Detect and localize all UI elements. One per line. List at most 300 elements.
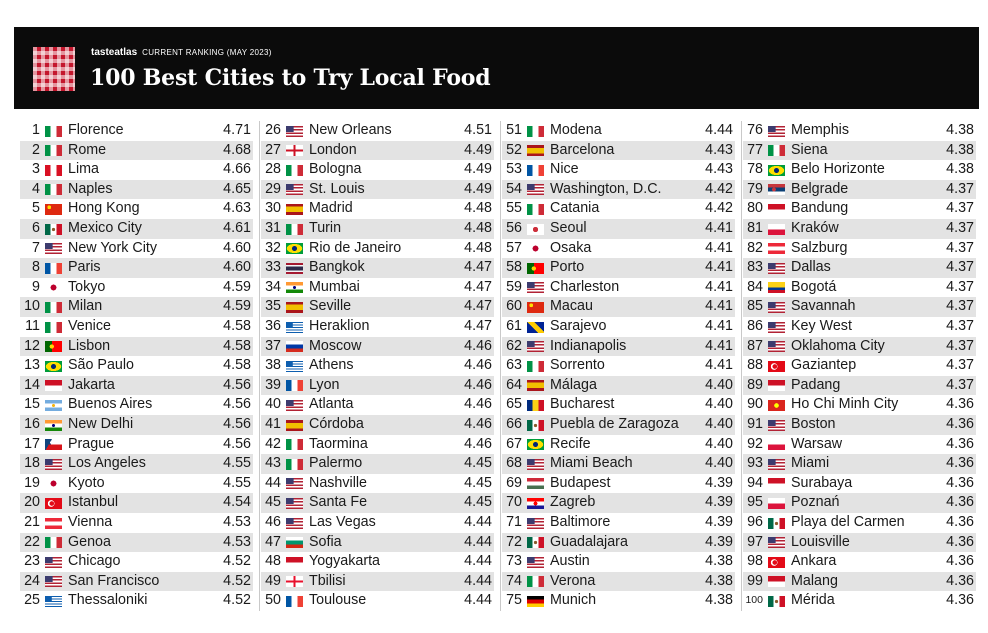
- ranking-row[interactable]: [20, 474, 253, 494]
- ranking-row[interactable]: [20, 297, 253, 317]
- indonesia-flag-icon: [286, 557, 303, 568]
- india-flag-icon: [45, 420, 62, 431]
- rating-score: 4.44: [464, 572, 492, 589]
- rank-number: 98: [747, 553, 763, 570]
- usa-flag-icon: [768, 322, 785, 333]
- usa-flag-icon: [527, 282, 544, 293]
- ranking-row[interactable]: [20, 337, 253, 357]
- vietnam-flag-icon: [768, 400, 785, 411]
- ranking-row[interactable]: [20, 180, 253, 200]
- ranking-row[interactable]: [743, 337, 976, 357]
- ranking-row[interactable]: [502, 356, 735, 376]
- city-name: Nashville: [309, 474, 368, 491]
- usa-flag-icon: [527, 459, 544, 470]
- city-name: Baltimore: [550, 514, 611, 530]
- thailand-flag-icon: [286, 263, 303, 274]
- ranking-row[interactable]: [261, 258, 494, 278]
- rating-score: 4.47: [464, 259, 492, 276]
- city-name: Chicago: [68, 553, 121, 570]
- ranking-row[interactable]: [261, 180, 494, 200]
- ranking-row[interactable]: [743, 180, 976, 200]
- brazil-flag-icon: [45, 361, 62, 372]
- rating-score: 4.37: [946, 180, 974, 197]
- ranking-row[interactable]: [261, 239, 494, 259]
- ranking-row[interactable]: [261, 297, 494, 317]
- ranking-row[interactable]: [20, 121, 253, 141]
- ranking-row[interactable]: [743, 572, 976, 592]
- rating-score: 4.68: [223, 141, 251, 158]
- greece-flag-icon: [45, 596, 62, 607]
- ranking-row[interactable]: [261, 337, 494, 357]
- city-name: Madrid: [309, 200, 353, 217]
- peru-flag-icon: [45, 165, 62, 176]
- city-name: Bangkok: [309, 259, 365, 276]
- rank-number: 56: [506, 220, 522, 236]
- rating-score: 4.44: [464, 533, 492, 550]
- ranking-row[interactable]: [743, 552, 976, 572]
- city-name: Siena: [791, 141, 828, 158]
- poland-flag-icon: [768, 224, 785, 235]
- rating-score: 4.36: [946, 474, 974, 491]
- ranking-header: [14, 27, 979, 109]
- mexico-flag-icon: [768, 518, 785, 529]
- rank-number: 93: [747, 455, 763, 472]
- ranking-row[interactable]: [502, 493, 735, 513]
- ranking-row[interactable]: [261, 572, 494, 592]
- rank-number: 90: [747, 396, 763, 413]
- usa-flag-icon: [768, 537, 785, 548]
- rating-score: 4.49: [464, 141, 492, 158]
- city-name: Catania: [550, 200, 600, 217]
- city-name: Nice: [550, 161, 579, 178]
- rank-number: 35: [265, 298, 281, 315]
- rank-number: 25: [24, 592, 40, 609]
- rank-number: 11: [25, 318, 40, 334]
- ranking-row[interactable]: [743, 454, 976, 474]
- ranking-row[interactable]: [743, 278, 976, 298]
- rating-score: 4.37: [946, 220, 974, 236]
- ranking-row[interactable]: [502, 297, 735, 317]
- city-name: Milan: [68, 298, 103, 315]
- france-flag-icon: [527, 165, 544, 176]
- city-name: Seville: [309, 298, 352, 315]
- city-name: Dallas: [791, 259, 831, 276]
- rank-number: 64: [506, 376, 522, 393]
- rank-number: 91: [747, 416, 763, 432]
- rank-number: 16: [24, 416, 40, 432]
- rank-number: 97: [747, 533, 763, 550]
- ranking-row[interactable]: [20, 219, 253, 239]
- ranking-row[interactable]: [261, 356, 494, 376]
- turkey-flag-icon: [768, 361, 785, 372]
- spain-flag-icon: [286, 302, 303, 313]
- ranking-row[interactable]: [502, 258, 735, 278]
- bulgaria-flag-icon: [286, 537, 303, 548]
- city-name: Austin: [550, 553, 590, 570]
- rating-score: 4.40: [705, 416, 733, 432]
- city-name: Sorrento: [550, 357, 605, 374]
- ranking-row[interactable]: [20, 376, 253, 396]
- ranking-row[interactable]: [502, 121, 735, 141]
- italy-flag-icon: [527, 361, 544, 372]
- city-name: Tokyo: [68, 278, 106, 295]
- rating-score: 4.39: [705, 533, 733, 550]
- ranking-row[interactable]: [743, 141, 976, 161]
- ranking-row[interactable]: [502, 552, 735, 572]
- italy-flag-icon: [45, 126, 62, 137]
- ranking-row[interactable]: [743, 435, 976, 455]
- rank-number: 4: [32, 180, 40, 197]
- rating-score: 4.36: [946, 514, 974, 530]
- ranking-row[interactable]: [743, 533, 976, 553]
- city-name: Prague: [68, 435, 115, 452]
- ranking-row[interactable]: [502, 533, 735, 553]
- city-name: Louisville: [791, 533, 850, 550]
- rank-number: 57: [506, 239, 522, 256]
- city-name: Warsaw: [791, 435, 843, 452]
- rating-score: 4.55: [223, 474, 251, 491]
- rank-number: 19: [24, 474, 40, 491]
- rating-score: 4.46: [464, 416, 492, 432]
- ranking-row[interactable]: [20, 395, 253, 415]
- ranking-row[interactable]: [261, 219, 494, 239]
- rating-score: 4.58: [223, 357, 251, 374]
- spain-flag-icon: [527, 145, 544, 156]
- usa-flag-icon: [768, 302, 785, 313]
- city-name: Istanbul: [68, 494, 119, 511]
- bosnia-flag-icon: [527, 322, 544, 333]
- ranking-row[interactable]: [502, 513, 735, 533]
- ranking-row[interactable]: [261, 533, 494, 553]
- rating-score: 4.60: [223, 259, 251, 276]
- rank-number: 44: [265, 474, 281, 491]
- rank-number: 17: [24, 435, 40, 452]
- column-divider: [500, 121, 501, 611]
- city-name: Memphis: [791, 122, 849, 138]
- ranking-row[interactable]: [502, 454, 735, 474]
- croatia-flag-icon: [527, 498, 544, 509]
- city-name: Lima: [68, 161, 99, 178]
- city-name: Palermo: [309, 455, 363, 472]
- city-name: Mérida: [791, 592, 835, 609]
- rating-score: 4.39: [705, 514, 733, 530]
- brand-name: tasteatlas: [91, 47, 138, 58]
- ranking-row[interactable]: [20, 493, 253, 513]
- rank-number: 22: [24, 533, 40, 550]
- city-name: Munich: [550, 592, 597, 609]
- ranking-row[interactable]: [502, 219, 735, 239]
- city-name: Jakarta: [68, 376, 115, 393]
- rating-score: 4.65: [223, 180, 251, 197]
- rating-score: 4.44: [464, 592, 492, 609]
- city-name: San Francisco: [68, 572, 160, 589]
- rating-score: 4.37: [946, 278, 974, 295]
- rank-number: 43: [265, 455, 281, 472]
- usa-flag-icon: [527, 518, 544, 529]
- ranking-row[interactable]: [743, 121, 976, 141]
- ranking-row[interactable]: [261, 278, 494, 298]
- ranking-row[interactable]: [20, 258, 253, 278]
- rating-score: 4.48: [464, 200, 492, 217]
- ranking-row[interactable]: [261, 160, 494, 180]
- ranking-row[interactable]: [743, 415, 976, 435]
- ranking-row[interactable]: [743, 376, 976, 396]
- ranking-row[interactable]: [20, 317, 253, 337]
- city-name: Malang: [791, 572, 838, 589]
- city-name: Naples: [68, 180, 113, 197]
- ranking-row[interactable]: [261, 513, 494, 533]
- italy-flag-icon: [286, 224, 303, 235]
- ranking-row[interactable]: [261, 415, 494, 435]
- ranking-row[interactable]: [20, 454, 253, 474]
- india-flag-icon: [286, 282, 303, 293]
- ranking-row[interactable]: [261, 376, 494, 396]
- rating-score: 4.37: [946, 239, 974, 256]
- rating-score: 4.54: [223, 494, 251, 511]
- ranking-row[interactable]: [502, 317, 735, 337]
- ranking-row[interactable]: [743, 356, 976, 376]
- ranking-row[interactable]: [743, 297, 976, 317]
- rating-score: 4.46: [464, 376, 492, 393]
- ranking-row[interactable]: [743, 219, 976, 239]
- rating-score: 4.45: [464, 474, 492, 491]
- city-name: Mexico City: [68, 220, 142, 236]
- rank-number: 82: [747, 239, 763, 256]
- rating-score: 4.36: [946, 494, 974, 511]
- italy-flag-icon: [527, 126, 544, 137]
- mexico-flag-icon: [527, 537, 544, 548]
- rank-number: 45: [265, 494, 281, 511]
- city-name: New Delhi: [68, 416, 134, 432]
- rank-number: 77: [747, 141, 763, 158]
- rating-score: 4.41: [705, 220, 733, 236]
- rating-score: 4.49: [464, 161, 492, 178]
- ranking-row[interactable]: [502, 474, 735, 494]
- city-name: Málaga: [550, 376, 597, 393]
- ranking-row[interactable]: [261, 121, 494, 141]
- rank-number: 88: [747, 357, 763, 374]
- rank-number: 3: [32, 161, 40, 178]
- city-name: Vienna: [68, 514, 113, 530]
- city-name: Savannah: [791, 298, 856, 315]
- rating-score: 4.37: [946, 298, 974, 315]
- ranking-row[interactable]: [261, 493, 494, 513]
- ranking-row[interactable]: [502, 239, 735, 259]
- rating-score: 4.37: [946, 259, 974, 276]
- ranking-row[interactable]: [502, 435, 735, 455]
- poland-flag-icon: [768, 439, 785, 450]
- rank-number: 8: [32, 259, 40, 276]
- rank-number: 23: [24, 553, 40, 570]
- city-name: Washington, D.C.: [550, 180, 662, 197]
- rank-number: 48: [265, 553, 281, 570]
- rating-score: 4.60: [223, 239, 251, 256]
- ranking-row[interactable]: [743, 493, 976, 513]
- rank-number: 85: [747, 298, 763, 315]
- city-name: Buenos Aires: [68, 396, 153, 413]
- rating-score: 4.47: [464, 298, 492, 315]
- rating-score: 4.59: [223, 278, 251, 295]
- rank-number: 58: [506, 259, 522, 276]
- portugal-flag-icon: [45, 341, 62, 352]
- rank-number: 53: [506, 161, 522, 178]
- italy-flag-icon: [768, 145, 785, 156]
- ranking-row[interactable]: [743, 199, 976, 219]
- ranking-row[interactable]: [20, 141, 253, 161]
- ranking-row[interactable]: [20, 552, 253, 572]
- rating-score: 4.42: [705, 180, 733, 197]
- rating-score: 4.46: [464, 337, 492, 354]
- rank-number: 30: [265, 200, 281, 217]
- rank-number: 70: [506, 494, 522, 511]
- city-name: Miami: [791, 455, 830, 472]
- rating-score: 4.61: [223, 220, 251, 236]
- colombia-flag-icon: [768, 282, 785, 293]
- ranking-row[interactable]: [20, 356, 253, 376]
- rank-number: 73: [506, 553, 522, 570]
- ranking-row[interactable]: [20, 278, 253, 298]
- indonesia-flag-icon: [768, 204, 785, 215]
- rank-number: 50: [265, 592, 281, 609]
- rating-score: 4.45: [464, 494, 492, 511]
- ranking-row[interactable]: [502, 395, 735, 415]
- rating-score: 4.71: [223, 122, 251, 138]
- city-name: Athens: [309, 357, 354, 374]
- indonesia-flag-icon: [45, 380, 62, 391]
- greece-flag-icon: [286, 322, 303, 333]
- rank-number: 66: [506, 416, 522, 432]
- rank-number: 6: [32, 220, 40, 236]
- ranking-row[interactable]: [20, 199, 253, 219]
- ranking-row[interactable]: [20, 239, 253, 259]
- ranking-row[interactable]: [261, 199, 494, 219]
- poland-flag-icon: [768, 498, 785, 509]
- city-name: Tbilisi: [309, 572, 346, 589]
- ranking-row[interactable]: [20, 160, 253, 180]
- usa-flag-icon: [768, 459, 785, 470]
- ranking-row[interactable]: [743, 317, 976, 337]
- usa-flag-icon: [45, 243, 62, 254]
- ranking-row[interactable]: [261, 591, 494, 611]
- ranking-row[interactable]: [743, 474, 976, 494]
- rank-number: 65: [506, 396, 522, 413]
- usa-flag-icon: [45, 459, 62, 470]
- italy-flag-icon: [45, 145, 62, 156]
- ranking-row[interactable]: [261, 141, 494, 161]
- rating-score: 4.40: [705, 376, 733, 393]
- rating-score: 4.38: [705, 553, 733, 570]
- rank-number: 42: [265, 435, 281, 452]
- ranking-row[interactable]: [743, 513, 976, 533]
- rank-number: 52: [506, 141, 522, 158]
- rating-score: 4.48: [464, 239, 492, 256]
- ranking-row[interactable]: [502, 160, 735, 180]
- city-name: Kraków: [791, 220, 839, 236]
- rank-number: 15: [24, 396, 40, 413]
- ranking-row[interactable]: [502, 376, 735, 396]
- ranking-row[interactable]: [743, 395, 976, 415]
- rank-number: 99: [747, 572, 763, 589]
- rating-score: 4.52: [223, 592, 251, 609]
- ranking-row[interactable]: [261, 552, 494, 572]
- rank-number: 18: [24, 455, 40, 472]
- rank-number: 78: [747, 161, 763, 178]
- rank-number: 1: [32, 122, 40, 138]
- ranking-row[interactable]: [502, 337, 735, 357]
- ranking-row[interactable]: [502, 278, 735, 298]
- city-name: Moscow: [309, 337, 362, 354]
- ranking-row[interactable]: [502, 199, 735, 219]
- rank-number: 61: [506, 318, 522, 334]
- ranking-row[interactable]: [20, 415, 253, 435]
- ranking-row[interactable]: [743, 160, 976, 180]
- ranking-row[interactable]: [502, 141, 735, 161]
- italy-flag-icon: [527, 576, 544, 587]
- japan-flag-icon: [45, 478, 62, 489]
- ranking-row[interactable]: [502, 180, 735, 200]
- city-name: Lisbon: [68, 337, 111, 354]
- ranking-row[interactable]: [743, 258, 976, 278]
- rank-number: 38: [265, 357, 281, 374]
- usa-flag-icon: [768, 341, 785, 352]
- rating-score: 4.39: [705, 494, 733, 511]
- city-name: Bucharest: [550, 396, 615, 413]
- city-name: Barcelona: [550, 141, 615, 158]
- ranking-row[interactable]: [261, 435, 494, 455]
- rating-score: 4.45: [464, 455, 492, 472]
- rank-number: 92: [747, 435, 763, 452]
- rank-number: 27: [265, 141, 281, 158]
- ranking-row[interactable]: [502, 415, 735, 435]
- turkey-flag-icon: [45, 498, 62, 509]
- rank-number: 21: [24, 514, 40, 530]
- ranking-row[interactable]: [20, 572, 253, 592]
- city-name: Paris: [68, 259, 101, 276]
- usa-flag-icon: [286, 126, 303, 137]
- rating-score: 4.37: [946, 318, 974, 334]
- ranking-row[interactable]: [20, 513, 253, 533]
- rank-number: 72: [506, 533, 522, 550]
- rating-score: 4.56: [223, 396, 251, 413]
- ranking-row[interactable]: [261, 454, 494, 474]
- rating-score: 4.41: [705, 239, 733, 256]
- ranking-row[interactable]: [502, 591, 735, 611]
- romania-flag-icon: [527, 400, 544, 411]
- ranking-row[interactable]: [20, 533, 253, 553]
- ranking-row[interactable]: [261, 317, 494, 337]
- ranking-row[interactable]: [20, 591, 253, 611]
- ranking-row[interactable]: [743, 591, 976, 611]
- rank-number: 84: [747, 278, 763, 295]
- rating-score: 4.59: [223, 298, 251, 315]
- city-name: Charleston: [550, 278, 620, 295]
- rating-score: 4.47: [464, 278, 492, 295]
- city-name: São Paulo: [68, 357, 134, 374]
- italy-flag-icon: [45, 184, 62, 195]
- city-name: Ho Chi Minh City: [791, 396, 899, 413]
- ranking-row[interactable]: [261, 474, 494, 494]
- city-name: Sofia: [309, 533, 342, 550]
- city-name: Playa del Carmen: [791, 514, 905, 530]
- ranking-row[interactable]: [743, 239, 976, 259]
- ranking-row[interactable]: [502, 572, 735, 592]
- rating-score: 4.41: [705, 357, 733, 374]
- city-name: London: [309, 141, 357, 158]
- rating-score: 4.51: [464, 122, 492, 138]
- ranking-row[interactable]: [261, 395, 494, 415]
- usa-flag-icon: [286, 400, 303, 411]
- ranking-row[interactable]: [20, 435, 253, 455]
